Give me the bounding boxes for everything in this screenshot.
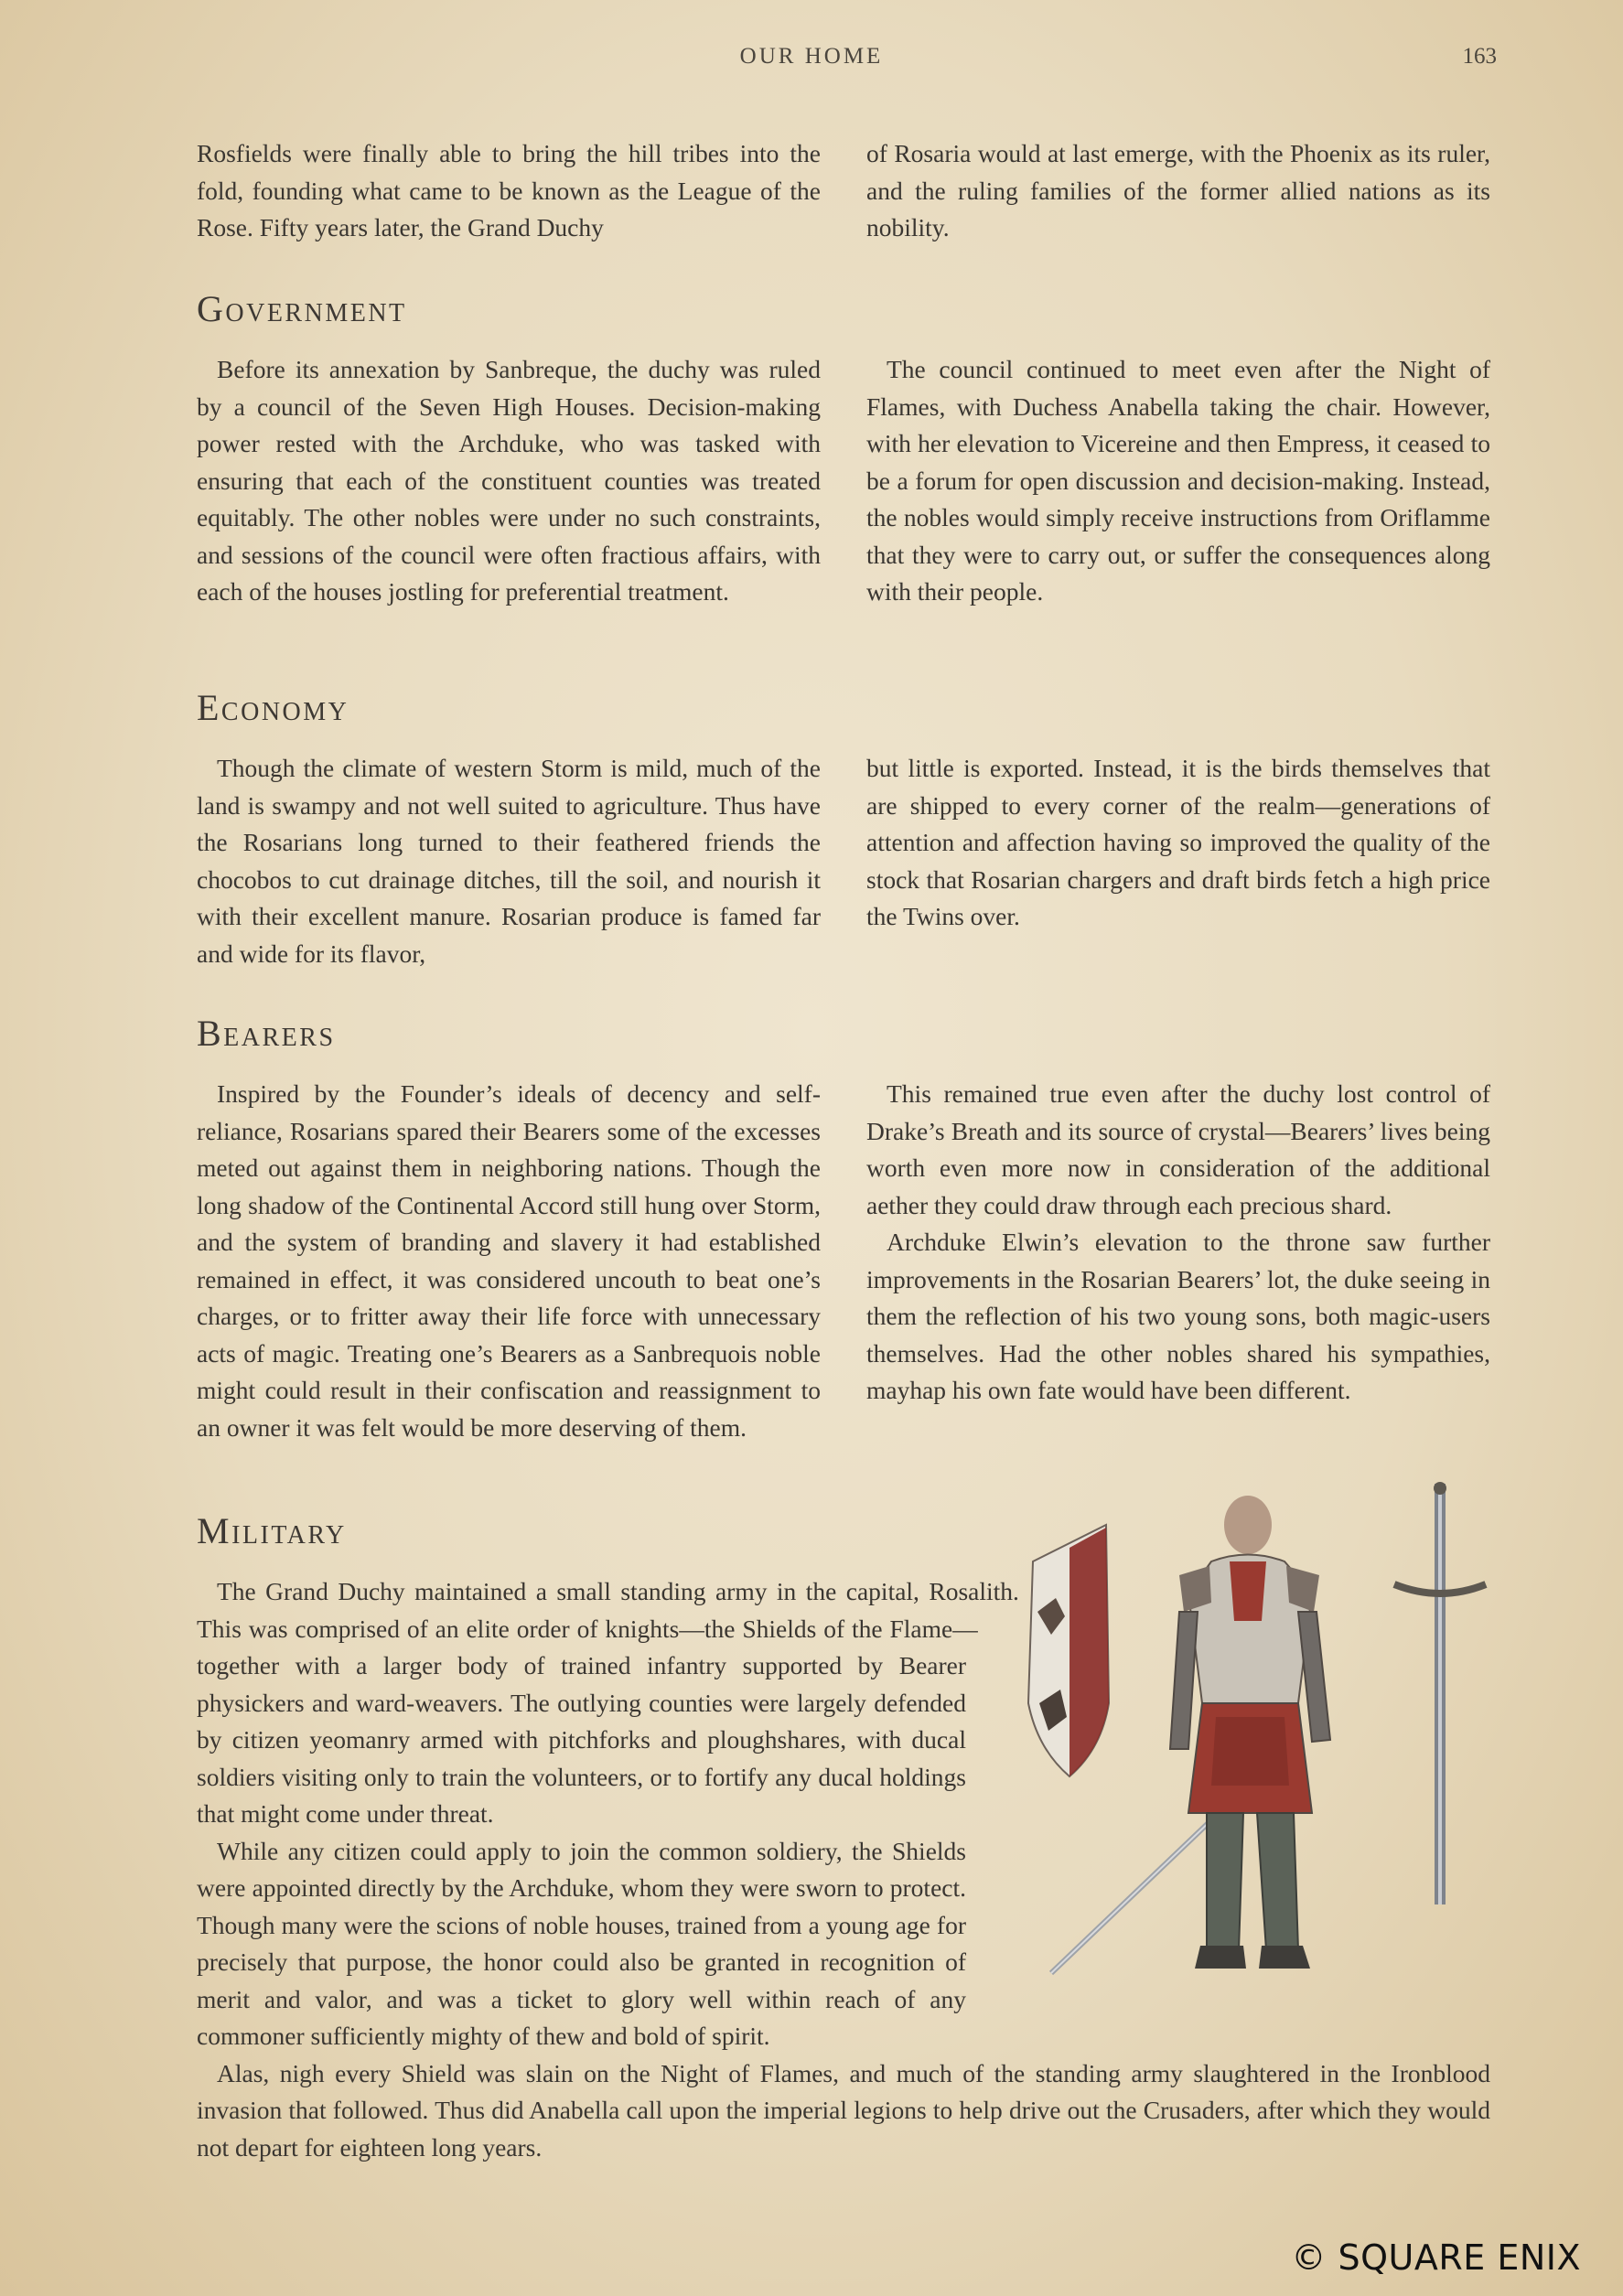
military-text xyxy=(197,1573,1490,2166)
bearers-left-column xyxy=(197,1076,821,1446)
bearers-heading: Bearers xyxy=(197,1013,336,1054)
government-left-column xyxy=(197,351,821,611)
bearers-right-text-2: Archduke Elwin’s elevation to the throne saw further improvements in the Rosarian Bearers’ lot, the duke seeing in them the reflection of his two young sons, both magic-users themselves. Had the other nobles shared his sympathies, mayhap his own fate would have been different. xyxy=(866,1228,1490,1404)
economy-heading: Economy xyxy=(197,687,349,728)
government-right-text: The council continued to meet even after the Night of Flames, with Duchess Anabella taking the chair. However, with her elevation to Vicereine and then Empress, it ceased to be a forum for open discussion and decision-making. Instead, the nobles would simply receive instructions from Oriflamme that they were to carry out, or suffer the consequences along with their people. xyxy=(866,355,1490,606)
page-number: 163 xyxy=(1462,44,1497,69)
knight-illustration xyxy=(983,1475,1509,1996)
intro-right-column xyxy=(866,135,1490,247)
bearers-right-column xyxy=(866,1076,1490,1410)
copyright-notice: © SQUARE ENIX xyxy=(1291,2237,1581,2278)
knight-illustration-svg xyxy=(983,1475,1509,1996)
economy-right-column xyxy=(866,750,1490,936)
military-text-1: The Grand Duchy maintained a small standing army in the capital, Rosalith. This was comprised of an elite order of knights—the Shields of the Flame—together with a larger body of trained infantry supported by Bearer physickers and ward-weavers. The outlying counties were largely defended by citizen yeomanry armed with pitchforks and ploughshares, with ducal soldiers visiting only to train the volunteers, or to fortify any ducal holdings that might come under threat. xyxy=(197,1577,1019,1828)
running-head: OUR HOME xyxy=(739,44,884,69)
intro-left-text: Rosfields were finally able to bring the hill tribes into the fold, founding what came to be known as the League of the Rose. Fifty years later, the Grand Duchy xyxy=(197,139,821,241)
military-text-3: Alas, nigh every Shield was slain on the Night of Flames, and much of the standing army slaughtered in the Ironblood invasion that followed. Thus did Anabella call upon the imperial legions to help drive out the Crusaders, after which they would not depart for eighteen long years. xyxy=(197,2058,1490,2162)
government-heading: Government xyxy=(197,288,407,329)
economy-left-text: Though the climate of western Storm is mild, much of the land is swampy and not well suited to agriculture. Thus have the Rosarians long turned to their feathered friends the chocobos to cut drainage ditches, till the soil, and nourish it with their excellent manure. Rosarian produce is famed far and wide for its flavor, xyxy=(197,754,821,968)
economy-left-column xyxy=(197,750,821,972)
military-heading: Military xyxy=(197,1510,347,1551)
bearers-right-text-1: This remained true even after the duchy lost control of Drake’s Breath and its source of crystal—Bearers’ lives being worth even more now in consideration of the additional aether they could draw through each precious shard. xyxy=(866,1079,1490,1219)
economy-right-text: but little is exported. Instead, it is the birds themselves that are shipped to every corner of the realm—generations of attention and affection having so improved the quality of the stock that Rosarian chargers and draft birds fetch a high price the Twins over. xyxy=(866,754,1490,930)
intro-left-column xyxy=(197,135,821,247)
government-right-column xyxy=(866,351,1490,611)
intro-right-text: of Rosaria would at last emerge, with the Phoenix as its ruler, and the ruling families of the former allied nations as its nobility. xyxy=(866,139,1490,241)
military-text-2: While any citizen could apply to join the common soldiery, the Shields were appointed directly by the Archduke, whom they were sworn to protect. Though many were the scions of noble houses, trained from a young age for precisely that purpose, the honor could also be granted in recognition of merit and valor, and was a ticket to glory well within reach of any commoner sufficiently mighty of thew and bold of spirit. xyxy=(197,1836,966,2050)
bearers-left-text: Inspired by the Founder’s ideals of decency and self-reliance, Rosarians spared their Bearers some of the excesses meted out against them in neighboring nations. Though the long shadow of the Continental Accord still hung over Storm, and the system of branding and slavery it had established remained in effect, it was considered uncouth to beat one’s charges, or to fritter away their life force with unnecessary acts of magic. Treating one’s Bearers as a Sanbrequois noble might could result in their confiscation and reassignment to an owner it was felt would be more deserving of them. xyxy=(197,1079,821,1442)
government-left-text: Before its annexation by Sanbreque, the duchy was ruled by a council of the Seven High Houses. Decision-making power rested with the Archduke, who was tasked with ensuring that each of the constituent counties was treated equitably. The other nobles were under no such constraints, and sessions of the council were often fractious affairs, with each of the houses jostling for preferential treatment. xyxy=(197,355,821,606)
